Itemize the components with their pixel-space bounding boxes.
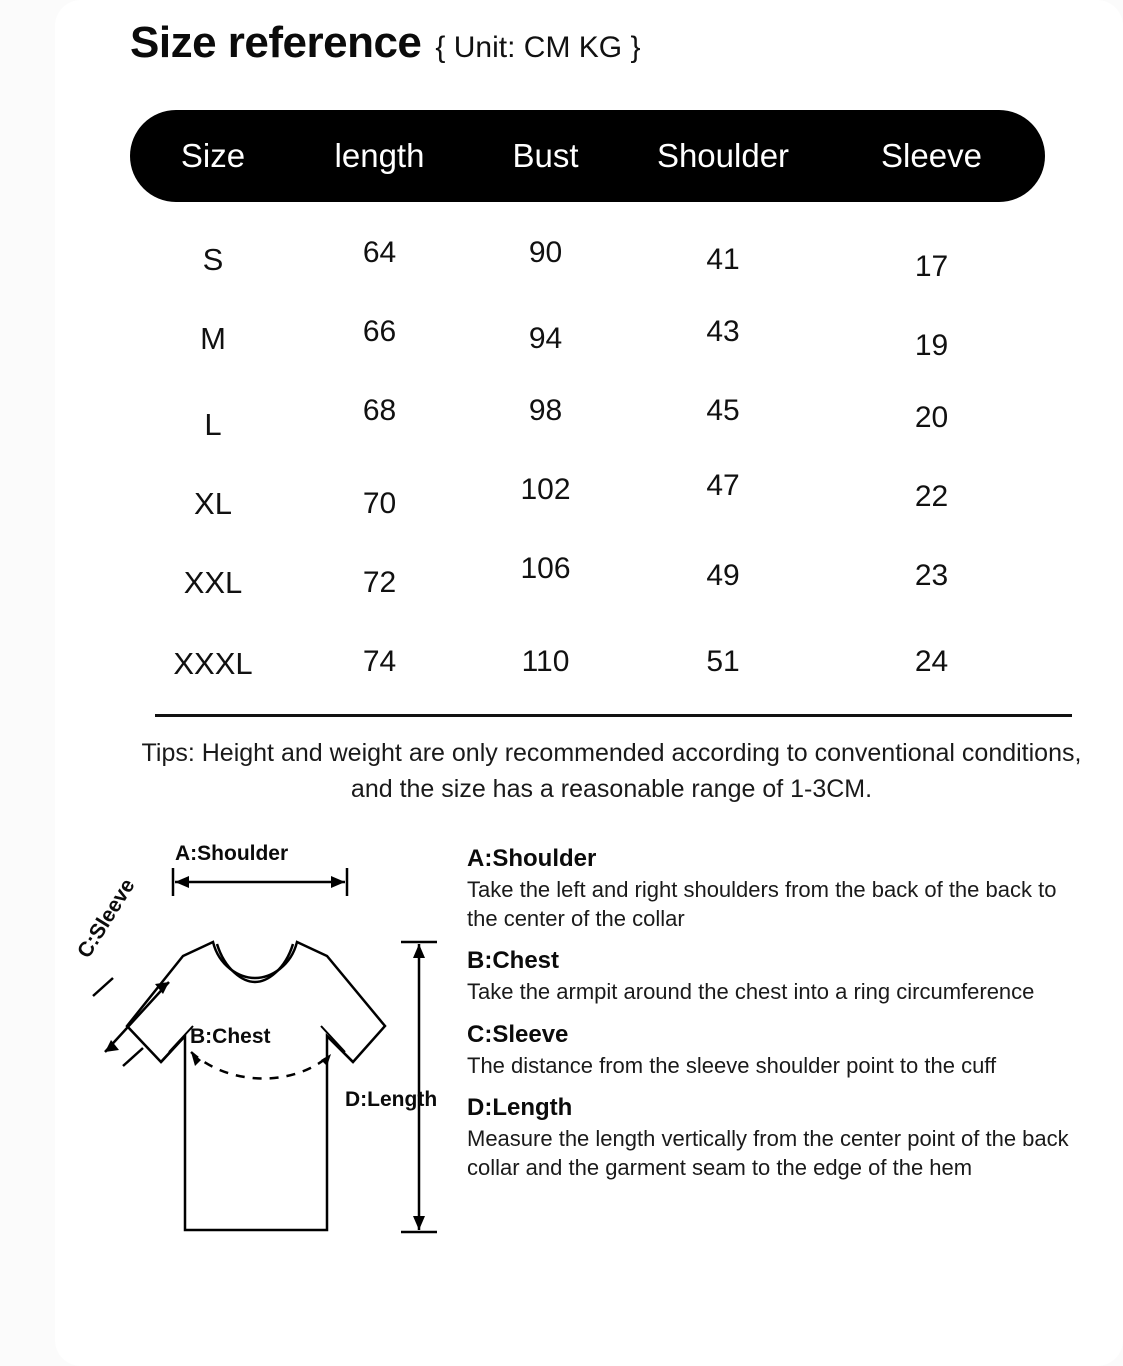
cell-size: S — [202, 241, 224, 277]
label-sleeve: C:Sleeve — [73, 874, 140, 963]
cell-length: 70 — [362, 486, 397, 520]
cell-bust: 102 — [520, 472, 571, 506]
column-header-bust: Bust — [512, 137, 579, 174]
cell-sleeve: 23 — [914, 558, 949, 592]
cell-size: M — [200, 320, 226, 356]
cell-length: 68 — [362, 393, 397, 427]
cell-sleeve: 17 — [914, 249, 949, 283]
legend-item-chest — [467, 947, 1087, 1007]
cell-length: 64 — [362, 235, 397, 269]
cell-bust: 110 — [521, 644, 570, 678]
cell-bust: 94 — [528, 321, 563, 355]
label-chest: B:Chest — [190, 1025, 271, 1048]
legend-item-length — [467, 1094, 1087, 1182]
title-text: Size reference — [130, 18, 422, 67]
column-header-size: Size — [180, 137, 246, 174]
section-divider — [155, 714, 1072, 717]
table-row — [130, 615, 1045, 694]
cell-length: 74 — [362, 644, 397, 678]
legend-item-shoulder — [467, 845, 1087, 933]
cell-size: L — [204, 406, 222, 442]
title-unit: { Unit: CM KG } — [435, 31, 641, 64]
cell-sleeve: 22 — [914, 479, 949, 513]
label-shoulder: A:Shoulder — [175, 842, 289, 865]
cell-sleeve: 24 — [914, 644, 949, 678]
column-header-sleeve: Sleeve — [881, 137, 982, 174]
cell-length: 72 — [362, 565, 397, 599]
cell-sleeve: 20 — [914, 400, 949, 434]
cell-shoulder: 47 — [706, 468, 740, 502]
page-title — [130, 18, 640, 68]
legend-title: A:Shoulder — [467, 845, 597, 872]
measurement-legend — [467, 845, 1087, 1197]
cell-length: 66 — [362, 314, 397, 348]
cell-shoulder: 51 — [706, 644, 740, 678]
cell-sleeve: 19 — [914, 328, 949, 362]
table-row — [130, 378, 1045, 457]
size-chart-card — [55, 0, 1123, 1366]
legend-title: B:Chest — [467, 947, 560, 975]
cell-size: XXL — [183, 564, 243, 600]
legend-title: C:Sleeve — [467, 1020, 569, 1048]
cell-shoulder: 43 — [706, 314, 740, 348]
table-header-row — [130, 110, 1045, 202]
legend-item-sleeve — [467, 1021, 1087, 1081]
label-length: D:Length — [345, 1088, 438, 1111]
table-row — [130, 299, 1045, 378]
cell-shoulder: 41 — [706, 242, 740, 276]
table-row — [130, 220, 1045, 299]
column-header-length: length — [334, 137, 425, 174]
tips-text: Tips: Height and weight are only recommended according to conventional conditions, and the size has a reasonable range of 1-3CM. — [141, 739, 1082, 803]
cell-bust: 98 — [528, 393, 563, 427]
legend-description: Take the left and right shoulders from the back of the back to the center of the collar — [467, 877, 1057, 931]
table-row — [130, 457, 1045, 536]
cell-shoulder: 49 — [706, 558, 740, 592]
cell-size: XL — [194, 485, 232, 521]
cell-size: XXXL — [173, 645, 253, 681]
column-header-shoulder: Shoulder — [656, 137, 790, 174]
legend-description: Measure the length vertically from the center point of the back collar and the garment seam to the edge of the hem — [467, 1126, 1069, 1180]
cell-shoulder: 45 — [706, 393, 740, 427]
legend-title: D:Length — [467, 1094, 573, 1122]
cell-bust: 106 — [520, 551, 571, 585]
legend-description: Take the armpit around the chest into a ring circumference — [467, 979, 1035, 1005]
size-table — [130, 110, 1045, 694]
cell-bust: 90 — [528, 235, 563, 269]
legend-description: The distance from the sleeve shoulder point to the cuff — [467, 1052, 997, 1078]
table-row — [130, 536, 1045, 615]
